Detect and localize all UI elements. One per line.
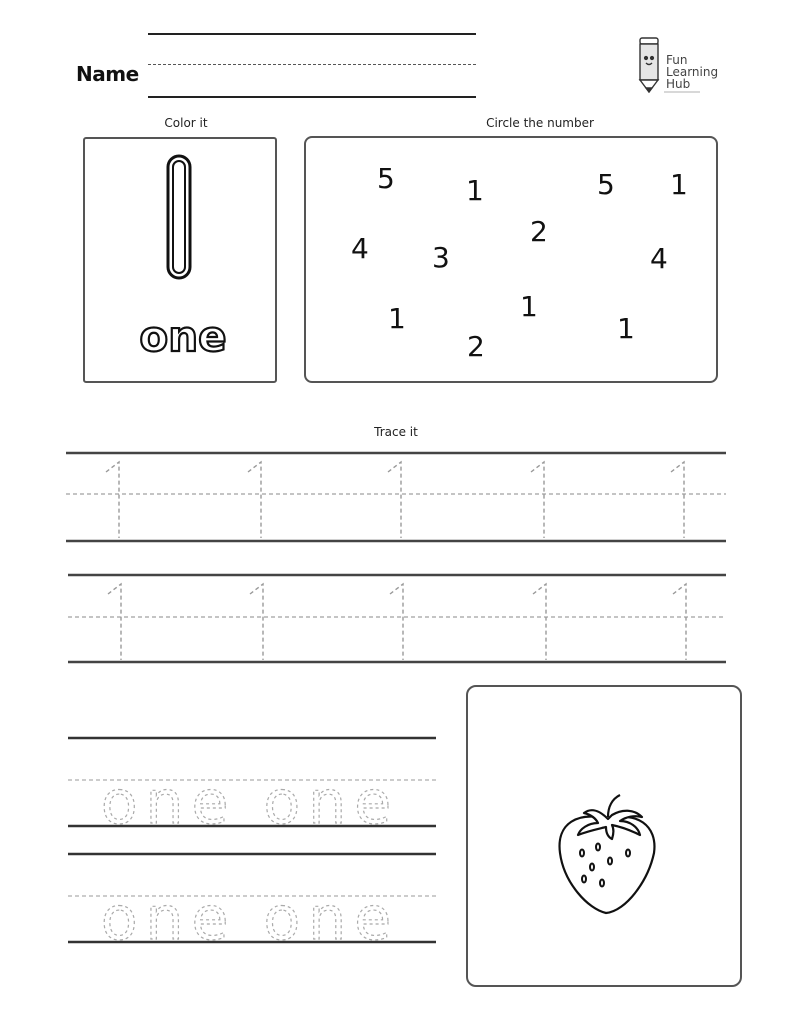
number-item[interactable]: 1 [466, 174, 484, 207]
number-item[interactable]: 2 [467, 330, 485, 363]
trace-number-row-1[interactable] [66, 450, 726, 546]
color-it-box[interactable] [83, 137, 277, 383]
svg-text:one one: one one [100, 884, 400, 950]
number-item[interactable]: 1 [388, 302, 406, 335]
trace-number-row-2[interactable] [66, 572, 726, 668]
name-line-mid [148, 64, 476, 65]
number-item[interactable]: 1 [670, 168, 688, 201]
svg-text:one one: one one [100, 768, 400, 834]
name-line-top [148, 33, 476, 35]
trace-word-row-1[interactable] [66, 734, 438, 834]
number-item[interactable]: 3 [432, 241, 450, 274]
trace-it-label: Trace it [374, 425, 418, 439]
picture-box [466, 685, 742, 987]
number-item[interactable]: 1 [520, 290, 538, 323]
circle-number-label: Circle the number [486, 116, 594, 130]
svg-text:one: one [139, 313, 227, 361]
name-label: Name [76, 62, 139, 86]
name-line-bottom[interactable] [148, 96, 476, 98]
big-number-one-outline[interactable] [165, 153, 195, 283]
number-item[interactable]: 1 [617, 312, 635, 345]
number-item[interactable]: 2 [530, 215, 548, 248]
number-item[interactable]: 5 [597, 168, 615, 201]
logo-text: Fun Learning Hub [666, 53, 719, 91]
number-item[interactable]: 4 [351, 232, 369, 265]
strawberry-icon[interactable] [548, 791, 668, 921]
trace-word-row-2[interactable] [66, 850, 438, 950]
number-item[interactable]: 4 [650, 242, 668, 275]
bubble-word-one[interactable] [121, 313, 245, 363]
number-item[interactable]: 5 [377, 162, 395, 195]
color-it-label: Color it [164, 116, 208, 130]
